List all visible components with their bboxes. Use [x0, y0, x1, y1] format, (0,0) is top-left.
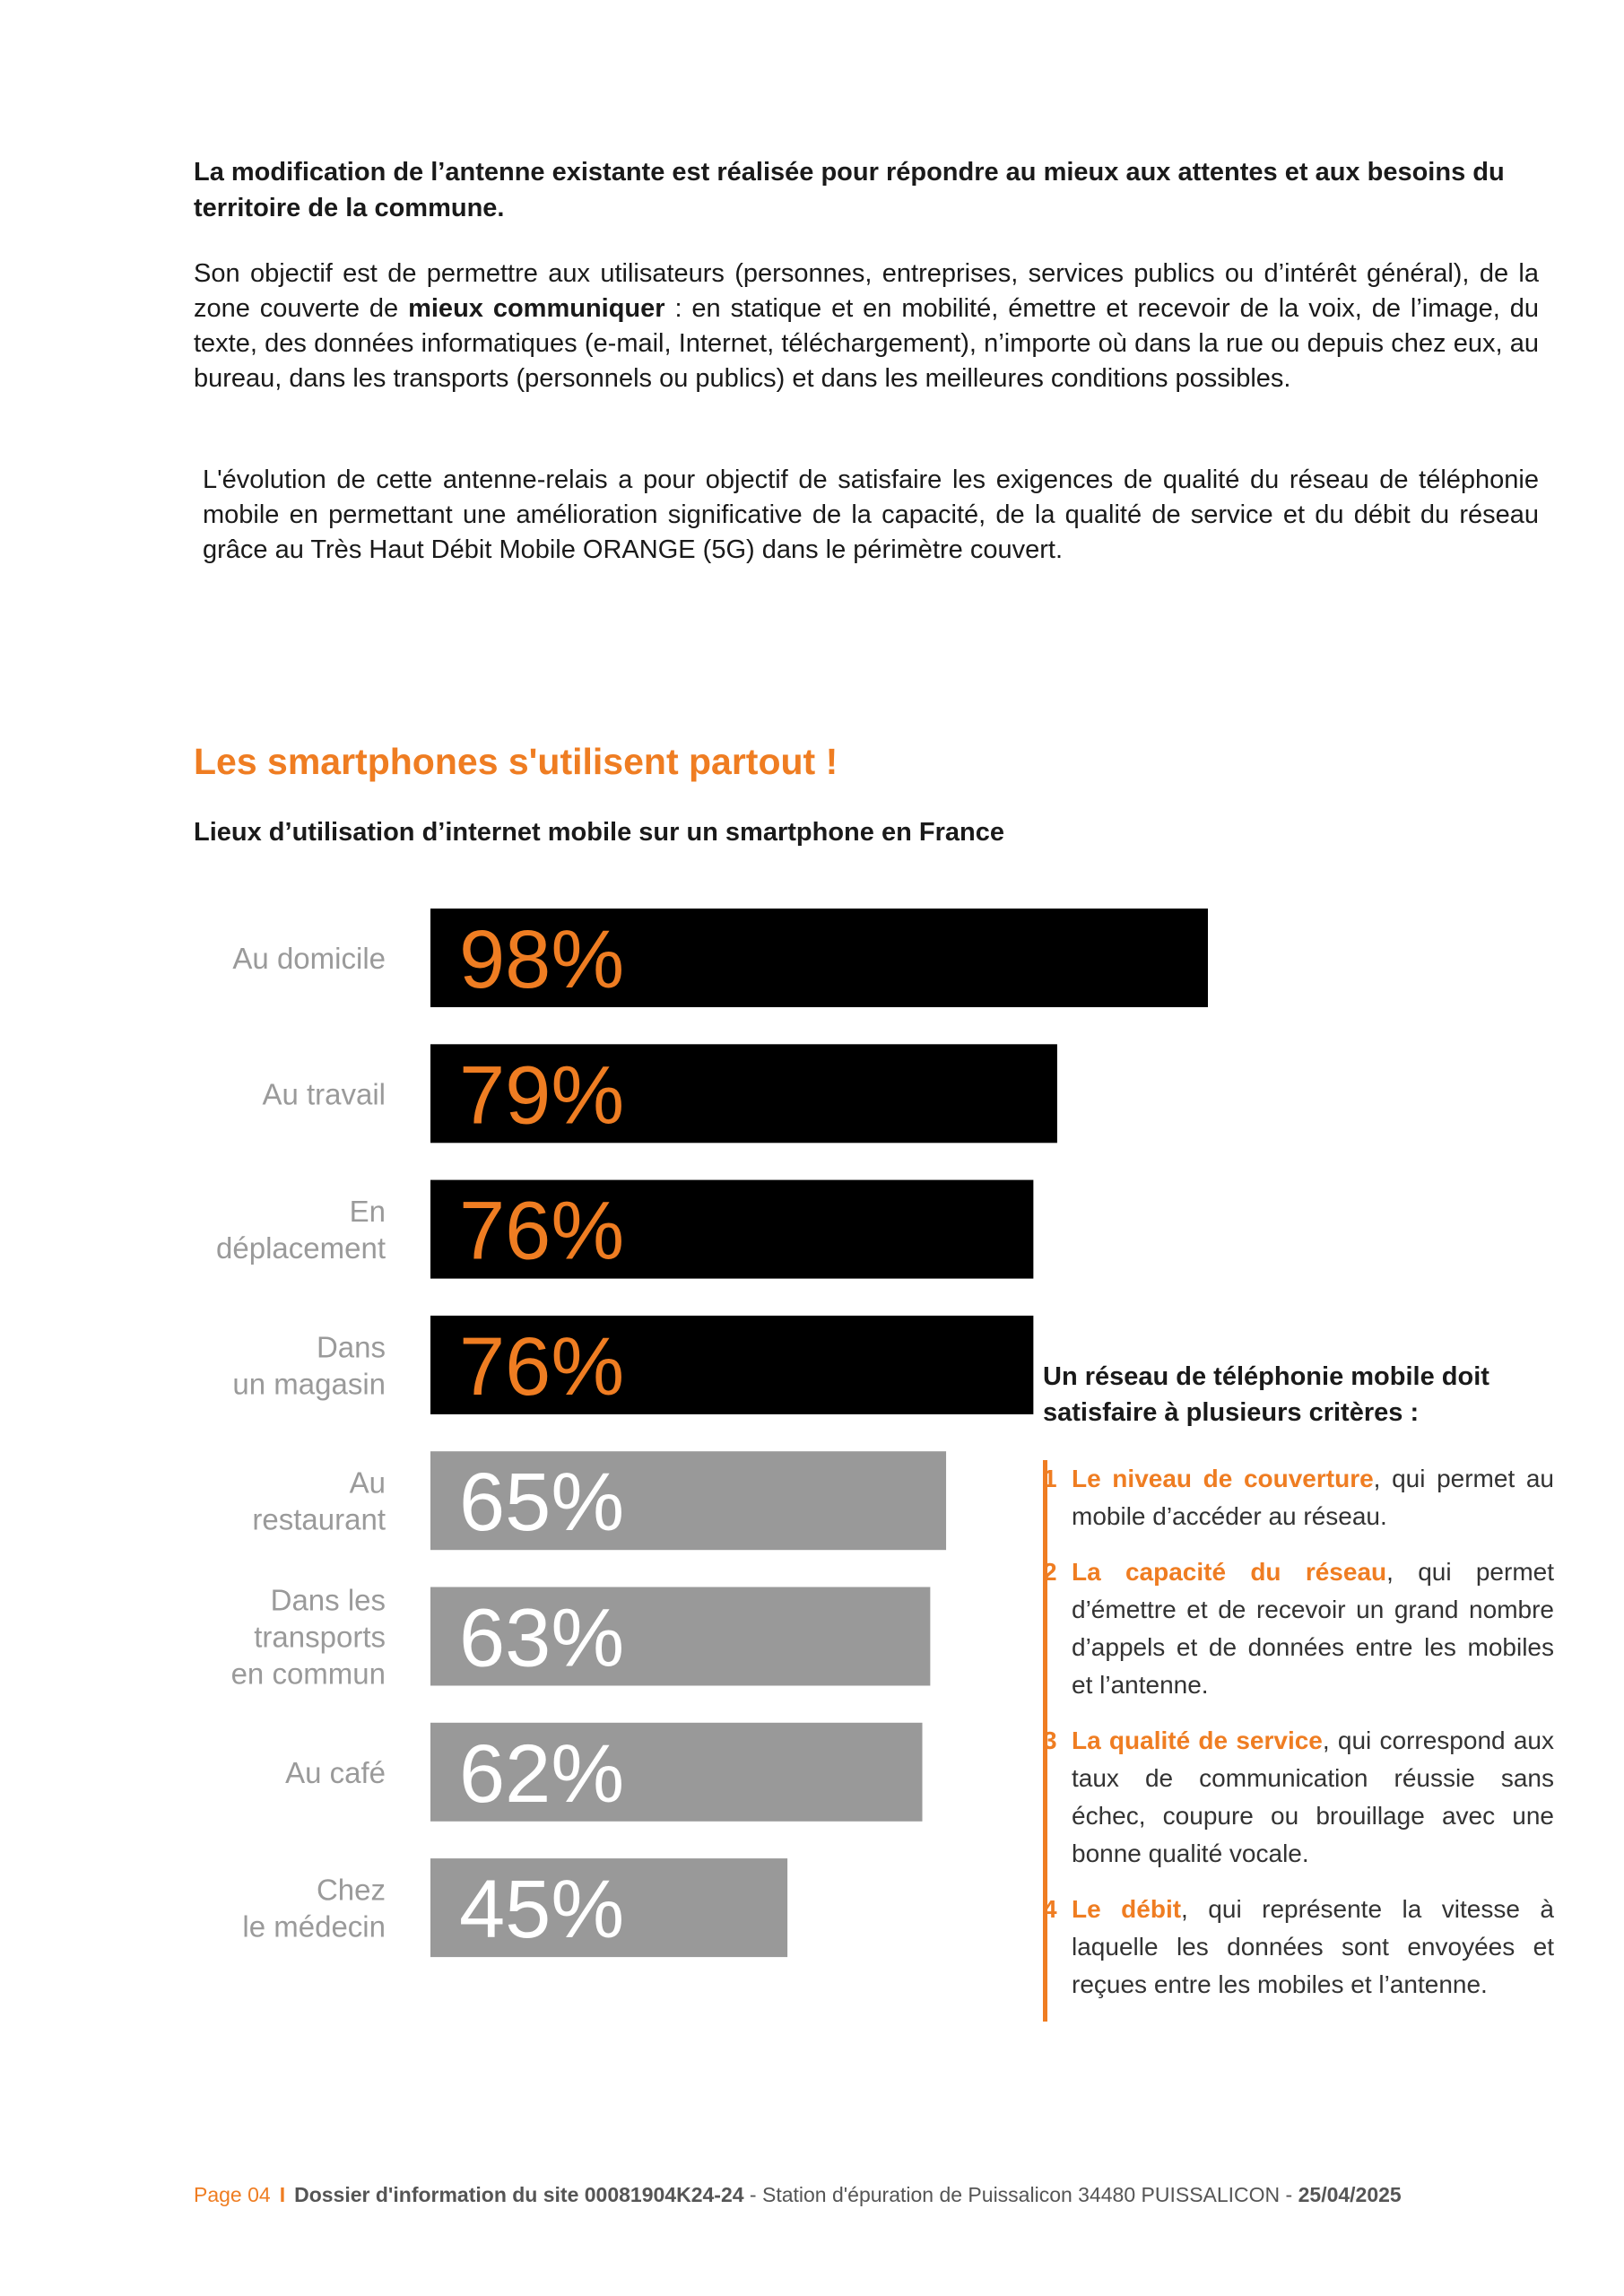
category-label: Chez le médecin: [242, 1873, 386, 1944]
criteria-item: [1043, 1460, 1554, 1535]
bar-value-label: 45%: [459, 1864, 625, 1956]
criteria-highlight: Le débit: [1072, 1895, 1182, 1923]
dossier-reference: Dossier d'information du site 00081904K24-24: [294, 2183, 744, 2206]
page-footer: [194, 2183, 1402, 2207]
criteria-item: [1043, 1722, 1554, 1873]
category-label: Dans un magasin: [232, 1330, 386, 1401]
criteria-highlight: La capacité du réseau: [1072, 1558, 1387, 1586]
criteria-panel: [1043, 1359, 1554, 1998]
document-date: 25/04/2025: [1298, 2183, 1402, 2206]
bar-value-label: 76%: [459, 1320, 625, 1413]
bar-value-label: 65%: [459, 1457, 625, 1549]
criteria-text: , qui correspond aux taux de communication réussie sans échec, coupure ou brouillage avec une bonne qualité vocale.: [1072, 1726, 1554, 1867]
page-number: Page 04: [194, 2183, 271, 2206]
footer-separator: I: [279, 2183, 286, 2206]
criteria-text: , qui représente la vitesse à laquelle les données sont envoyées et reçues entre les mobiles et l’antenne.: [1072, 1895, 1554, 1998]
criteria-number: 2: [1043, 1558, 1057, 1586]
site-location: - Station d'épuration de Puissalicon 34480 PUISSALICON -: [743, 2183, 1298, 2206]
criteria-text: , qui permet au mobile d’accéder au réseau.: [1072, 1465, 1554, 1530]
category-label: En déplacement: [216, 1195, 386, 1265]
chart-subtitle: Lieux d’utilisation d’internet mobile sur un smartphone en France: [194, 818, 1004, 847]
objective-text-end: : en statique et en mobilité, émettre et recevoir de la voix, de l’image, du texte, des données informatiques (e-mail, Internet, téléchargement), n’importe où dans la rue ou depuis chez eux, au bureau, dans les transports (personnels ou publics) et dans les meilleures conditions possibles.: [194, 294, 1539, 393]
category-label: Au domicile: [232, 942, 386, 975]
bar-value-label: 79%: [459, 1049, 625, 1142]
criteria-highlight: Le niveau de couverture: [1072, 1465, 1374, 1492]
objective-text-start: Son objectif est de permettre aux utilisateurs (personnes, entreprises, services publics ou d’intérêt général), de la zone couverte de: [194, 259, 1539, 323]
criteria-list: [1043, 1460, 1554, 2022]
criteria-text: , qui permet d’émettre et de recevoir un grand nombre d’appels et de données entre les mobiles et l’antenne.: [1072, 1558, 1554, 1699]
criteria-title: Un réseau de téléphonie mobile doit satisfaire à plusieurs critères :: [1043, 1362, 1489, 1427]
category-label: Au café: [285, 1755, 386, 1789]
criteria-number: 1: [1043, 1465, 1057, 1492]
criteria-number: 4: [1043, 1895, 1057, 1923]
criteria-item: [1043, 1553, 1554, 1704]
bar-value-label: 76%: [459, 1185, 625, 1277]
criteria-number: 3: [1043, 1726, 1057, 1754]
criteria-highlight: La qualité de service: [1072, 1726, 1323, 1754]
bar-value-label: 98%: [459, 914, 625, 1005]
category-label: Au travail: [262, 1077, 386, 1111]
criteria-item: [1043, 1891, 1554, 2004]
category-label: Au restaurant: [252, 1465, 386, 1536]
bar-value-label: 62%: [459, 1727, 625, 1820]
evolution-paragraph: L'évolution de cette antenne-relais a pour objectif de satisfaire les exigences de qualité du réseau de téléphonie mobile en permettant une amélioration significative de la capacité, de la qualité de service et du débit du réseau grâce au Très Haut Débit Mobile ORANGE (5G) dans le périmètre couvert.: [203, 465, 1539, 564]
category-label: Dans les transports en commun: [230, 1583, 386, 1691]
section-title: Les smartphones s'utilisent partout !: [194, 741, 838, 782]
bar-value-label: 63%: [459, 1592, 625, 1684]
intro-bold-paragraph: La modification de l’antenne existante est réalisée pour répondre au mieux aux attentes et aux besoins du territoire de la commune.: [194, 158, 1505, 222]
objective-emphasis: mieux communiquer: [408, 294, 665, 323]
